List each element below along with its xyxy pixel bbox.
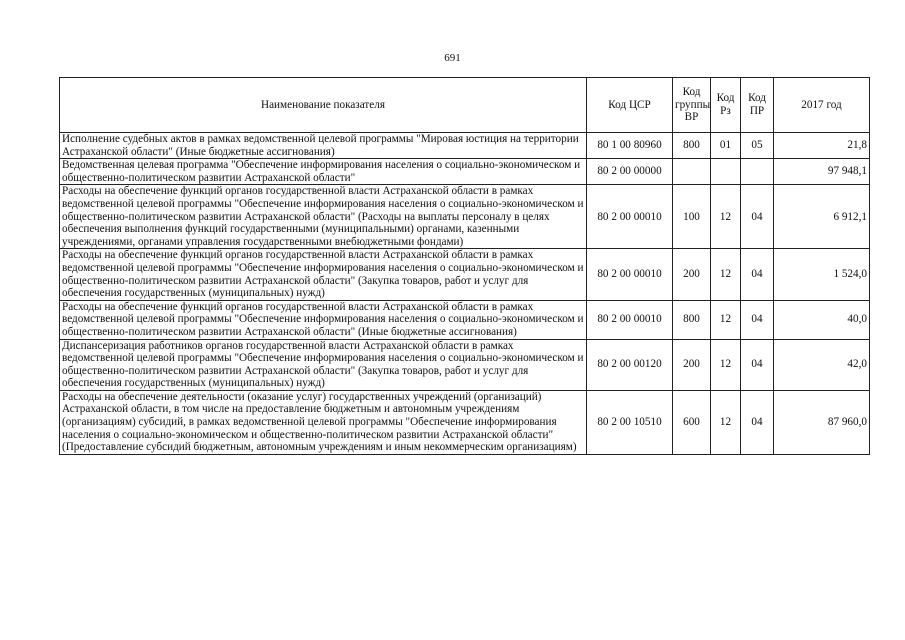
table-row: [60, 133, 870, 159]
row-vr: 100: [673, 185, 711, 249]
table-header-row: [60, 78, 870, 133]
row-pr: 04: [741, 185, 774, 249]
table-row: [60, 300, 870, 339]
row-name: Расходы на обеспечение функций органов государственной власти Астраханской области в рамках ведомственной целевой программы "Обеспечение информирования населения о социально-экономическом и общественно-политическом развитии Астраханской области" (Иные бюджетные ассигнования): [60, 300, 587, 339]
table-row: [60, 339, 870, 390]
budget-table: [59, 77, 870, 455]
row-name: Ведомственная целевая программа "Обеспечение информирования населения о социально-экономическом и общественно-политическом развитии Астраханской области": [60, 159, 587, 185]
header-pr: Код ПР: [741, 78, 774, 133]
row-pr: 04: [741, 390, 774, 454]
header-vr: Код группы ВР: [673, 78, 711, 133]
row-pr: 04: [741, 339, 774, 390]
row-name: Расходы на обеспечение функций органов государственной власти Астраханской области в рамках ведомственной целевой программы "Обеспечение информирования населения о социально-экономическом и общественно-политическом развитии Астраханской области" (Расходы на выплаты персоналу в целях обеспечения выполнения функций государственными (муниципальными) органами, казенными учреждениями, органами управления государственными внебюджетными фондами): [60, 185, 587, 249]
row-rz: [711, 159, 741, 185]
table-row: [60, 185, 870, 249]
row-vr: 600: [673, 390, 711, 454]
row-csr: 80 2 00 00010: [587, 249, 673, 300]
page-number: 691: [444, 52, 461, 64]
row-csr: 80 2 00 00000: [587, 159, 673, 185]
row-csr: 80 2 00 00010: [587, 300, 673, 339]
row-amount: 87 960,0: [774, 390, 870, 454]
row-rz: 12: [711, 390, 741, 454]
row-csr: 80 2 00 10510: [587, 390, 673, 454]
header-name: Наименование показателя: [60, 78, 587, 133]
row-rz: 12: [711, 339, 741, 390]
table-body: [60, 133, 870, 455]
row-vr: 200: [673, 339, 711, 390]
row-amount: 40,0: [774, 300, 870, 339]
row-amount: 42,0: [774, 339, 870, 390]
row-vr: 200: [673, 249, 711, 300]
table-row: [60, 159, 870, 185]
row-vr: 800: [673, 300, 711, 339]
row-pr: 04: [741, 249, 774, 300]
row-rz: 12: [711, 185, 741, 249]
header-rz: Код Рз: [711, 78, 741, 133]
row-amount: 21,8: [774, 133, 870, 159]
row-vr: [673, 159, 711, 185]
row-vr: 800: [673, 133, 711, 159]
row-name: Расходы на обеспечение функций органов государственной власти Астраханской области в рамках ведомственной целевой программы "Обеспечение информирования населения о социально-экономическом и общественно-политическом развитии Астраханской области" (Закупка товаров, работ и услуг для обеспечения государственных (муниципальных) нужд): [60, 249, 587, 300]
row-pr: 04: [741, 300, 774, 339]
row-csr: 80 1 00 80960: [587, 133, 673, 159]
row-name: Исполнение судебных актов в рамках ведомственной целевой программы "Мировая юстиция на территории Астраханской области" (Иные бюджетные ассигнования): [60, 133, 587, 159]
row-amount: 6 912,1: [774, 185, 870, 249]
table-row: [60, 249, 870, 300]
row-amount: 1 524,0: [774, 249, 870, 300]
row-csr: 80 2 00 00010: [587, 185, 673, 249]
row-amount: 97 948,1: [774, 159, 870, 185]
row-pr: 05: [741, 133, 774, 159]
row-rz: 01: [711, 133, 741, 159]
row-rz: 12: [711, 249, 741, 300]
row-pr: [741, 159, 774, 185]
row-name: Диспансеризация работников органов государственной власти Астраханской области в рамках ведомственной целевой программы "Обеспечение информирования населения о социально-экономическом и общественно-политическом развитии Астраханской области" (Закупка товаров, работ и услуг для обеспечения государственных (муниципальных) нужд): [60, 339, 587, 390]
table-row: [60, 390, 870, 454]
header-csr: Код ЦСР: [587, 78, 673, 133]
row-rz: 12: [711, 300, 741, 339]
row-name: Расходы на обеспечение деятельности (оказание услуг) государственных учреждений (организаций) Астраханской области, в том числе на предоставление бюджетным и автономным учреждениям (организациям) субсидий, в рамках ведомственной целевой программы "Обеспечение информирования населения о социально-экономическом и общественно-политическом развитии Астраханской области" (Предоставление субсидий бюджетным, автономным учреждениям и иным некоммерческим организациям): [60, 390, 587, 454]
row-csr: 80 2 00 00120: [587, 339, 673, 390]
header-year: 2017 год: [774, 78, 870, 133]
